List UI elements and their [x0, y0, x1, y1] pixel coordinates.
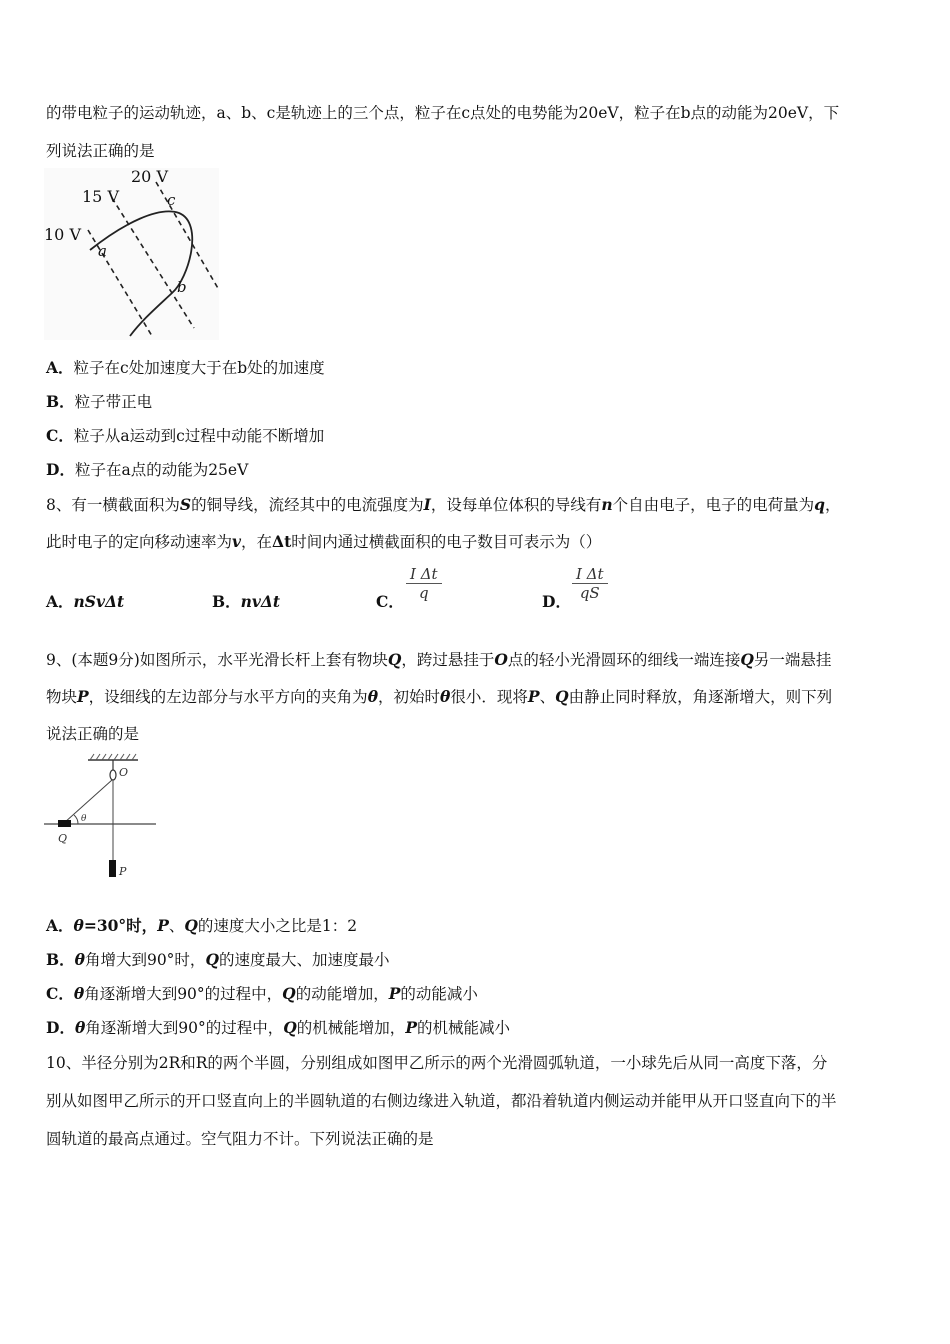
q9-pulley-figure: [44, 752, 159, 882]
q7-text-line1: 的带电粒子的运动轨迹，a、b、c是轨迹上的三个点，粒子在c点处的电势能为20eV，粒子在b点的动能为20eV，下: [46, 104, 840, 122]
block-p: [109, 860, 116, 877]
q9-option-a[interactable]: A．θ=30°时，P、Q的速度大小之比是1：2: [46, 916, 358, 935]
point-b-label: b: [177, 278, 187, 296]
theta-arc: [74, 815, 78, 824]
label-q: Q: [58, 832, 68, 845]
q8-text-line1: 8、有一横截面积为S的铜导线，流经其中的电流强度为I，设每单位体积的导线有n个自由电子，电子的电荷量为q，: [46, 495, 841, 514]
q8-text-line2: 此时电子的定向移动速率为v，在Δt时间内通过横截面积的电子数目可表示为（）: [46, 532, 602, 551]
q7-text-line2: 列说法正确的是: [46, 142, 155, 160]
q10-text-line1: 10、半径分别为2R和R的两个半圆，分别组成如图甲乙所示的两个光滑圆弧轨道，一小球先后从同一高度下落，分: [46, 1054, 828, 1072]
q9-text-line2: 物块P，设细线的左边部分与水平方向的夹角为θ，初始时θ很小．现将P、Q由静止同时释放，角逐渐增大，则下列: [46, 687, 833, 706]
block-q: [58, 820, 71, 827]
label-theta: θ: [81, 814, 87, 824]
label-p: P: [119, 865, 127, 878]
point-a-label: a: [98, 242, 107, 260]
q10-text-line2: 别从如图甲乙所示的开口竖直向上的半圆轨道的右侧边缘进入轨道，都沿着轨道内侧运动并能甲从开口竖直向下的半: [46, 1092, 837, 1110]
string-left: [64, 780, 112, 823]
q8-option-b[interactable]: B．nvΔt: [212, 592, 281, 611]
q8-option-c-fraction: $\frac{\text{I Δt}}{q}$: [406, 565, 442, 602]
q9-text-line3: 说法正确的是: [46, 725, 140, 743]
q8-option-c[interactable]: C．: [376, 592, 404, 611]
label-15v: 15 V: [82, 187, 119, 206]
q7-option-c[interactable]: C．粒子从a运动到c过程中动能不断增加: [46, 426, 325, 445]
q8-option-d-fraction: $\frac{\text{I Δt}}{qS}$: [572, 565, 608, 602]
q7-option-d[interactable]: D．粒子在a点的动能为25eV: [46, 460, 249, 479]
q9-option-d[interactable]: D．θ角逐渐增大到90°的过程中，Q的机械能增加，P的机械能减小: [46, 1018, 510, 1037]
q7-equipotential-figure: [44, 168, 219, 340]
q7-option-b[interactable]: B．粒子带正电: [46, 392, 153, 411]
ring: [110, 770, 116, 780]
q8-option-d[interactable]: D．: [542, 592, 571, 611]
label-o: O: [119, 766, 129, 779]
label-10v: 10 V: [44, 225, 81, 244]
q8-option-a[interactable]: A．nSvΔt: [46, 592, 125, 611]
q10-text-line3: 圆轨道的最高点通过。空气阻力不计。下列说法正确的是: [46, 1130, 434, 1148]
point-c-label: c: [167, 191, 176, 209]
q9-option-b[interactable]: B．θ角增大到90°时，Q的速度最大、加速度最小: [46, 950, 390, 969]
q9-option-c[interactable]: C．θ角逐渐增大到90°的过程中，Q的动能增加，P的动能减小: [46, 984, 478, 1003]
label-20v: 20 V: [131, 168, 168, 186]
q7-option-a[interactable]: A．粒子在c处加速度大于在b处的加速度: [46, 358, 325, 377]
q9-text-line1: 9、(本题9分)如图所示，水平光滑长杆上套有物块Q，跨过悬挂于O点的轻小光滑圆环的细线一端连接Q另一端悬挂: [46, 650, 832, 669]
